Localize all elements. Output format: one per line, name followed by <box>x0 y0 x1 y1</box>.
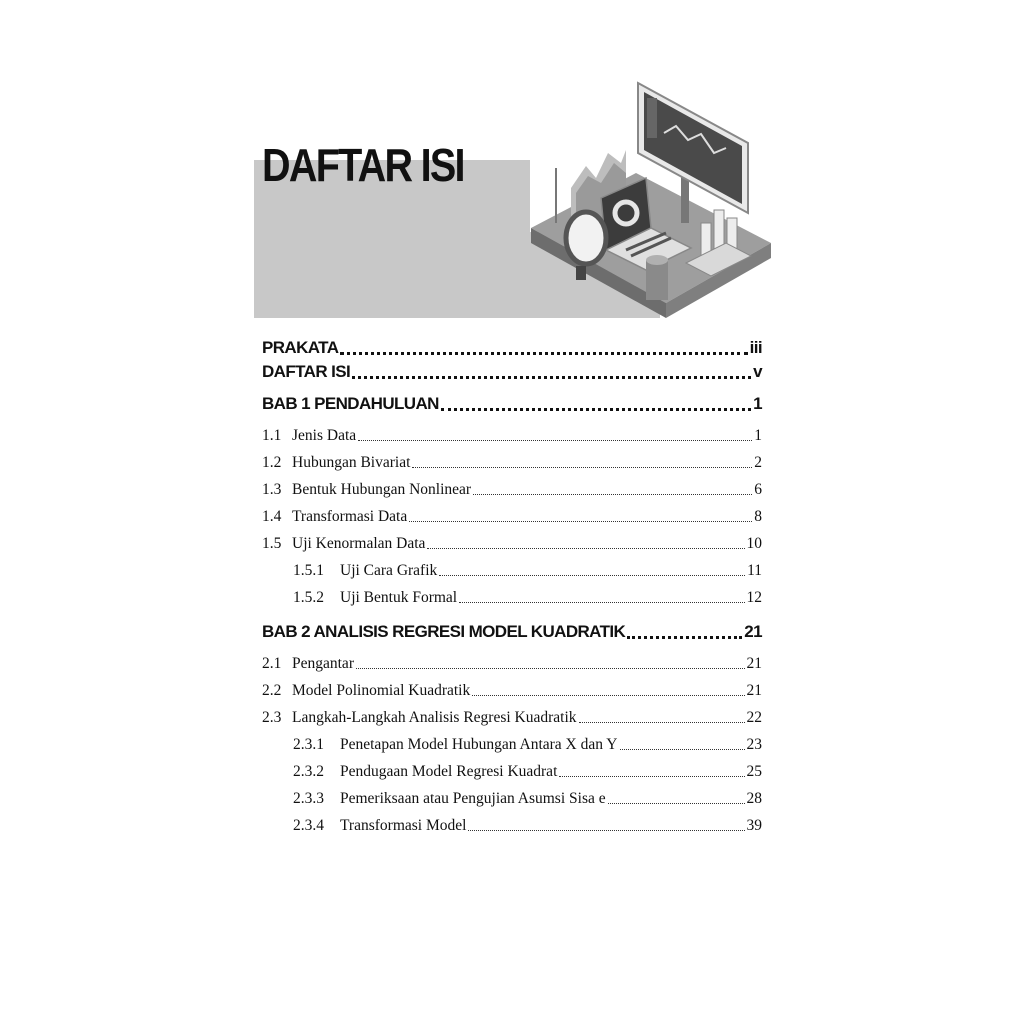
cylinder-top <box>646 255 668 265</box>
toc-entry-2-3-3[interactable]: 2.3.3 Pemeriksaan atau Pengujian Asumsi Sisa e 28 <box>293 790 762 807</box>
toc-entry-prakata[interactable]: PRAKATA iii <box>262 338 762 357</box>
toc-entry-1-5-1[interactable]: 1.5.1 Uji Cara Grafik 11 <box>293 562 762 579</box>
monitor-sidebar <box>647 98 657 138</box>
toc-entry-2-3-2[interactable]: 2.3.2 Pendugaan Model Regresi Kuadrat 25 <box>293 763 762 780</box>
toc-entry-1-5[interactable]: 1.5 Uji Kenormalan Data 10 <box>262 535 762 552</box>
toc-entry-1-3[interactable]: 1.3 Bentuk Hubungan Nonlinear 6 <box>262 481 762 498</box>
toc-entry-daftar-isi[interactable]: DAFTAR ISI v <box>262 362 762 381</box>
toc-entry-2-3-4[interactable]: 2.3.4 Transformasi Model 39 <box>293 817 762 834</box>
magnifier-handle <box>576 266 586 280</box>
page-title: DAFTAR ISI <box>262 139 464 191</box>
toc-entry-bab-2[interactable]: BAB 2 ANALISIS REGRESI MODEL KUADRATIK 21 <box>262 622 762 641</box>
magnifier-icon <box>566 212 606 264</box>
toc-entry-1-2[interactable]: 1.2 Hubungan Bivariat 2 <box>262 454 762 471</box>
toc-entry-bab-1[interactable]: BAB 1 PENDAHULUAN 1 <box>262 394 762 413</box>
toc-entry-2-3-1[interactable]: 2.3.1 Penetapan Model Hubungan Antara X dan Y 23 <box>293 736 762 753</box>
toc-entry-2-1[interactable]: 2.1 Pengantar 21 <box>262 655 762 672</box>
cylinder-icon <box>646 260 668 300</box>
toc-entry-1-5-2[interactable]: 1.5.2 Uji Bentuk Formal 12 <box>293 589 762 606</box>
toc-entry-1-4[interactable]: 1.4 Transformasi Data 8 <box>262 508 762 525</box>
toc-entry-1-1[interactable]: 1.1 Jenis Data 1 <box>262 427 762 444</box>
toc-entry-2-3[interactable]: 2.3 Langkah-Langkah Analisis Regresi Kuadratik 22 <box>262 709 762 726</box>
data-analytics-illustration <box>526 78 776 323</box>
toc-entry-2-2[interactable]: 2.2 Model Polinomial Kuadratik 21 <box>262 682 762 699</box>
